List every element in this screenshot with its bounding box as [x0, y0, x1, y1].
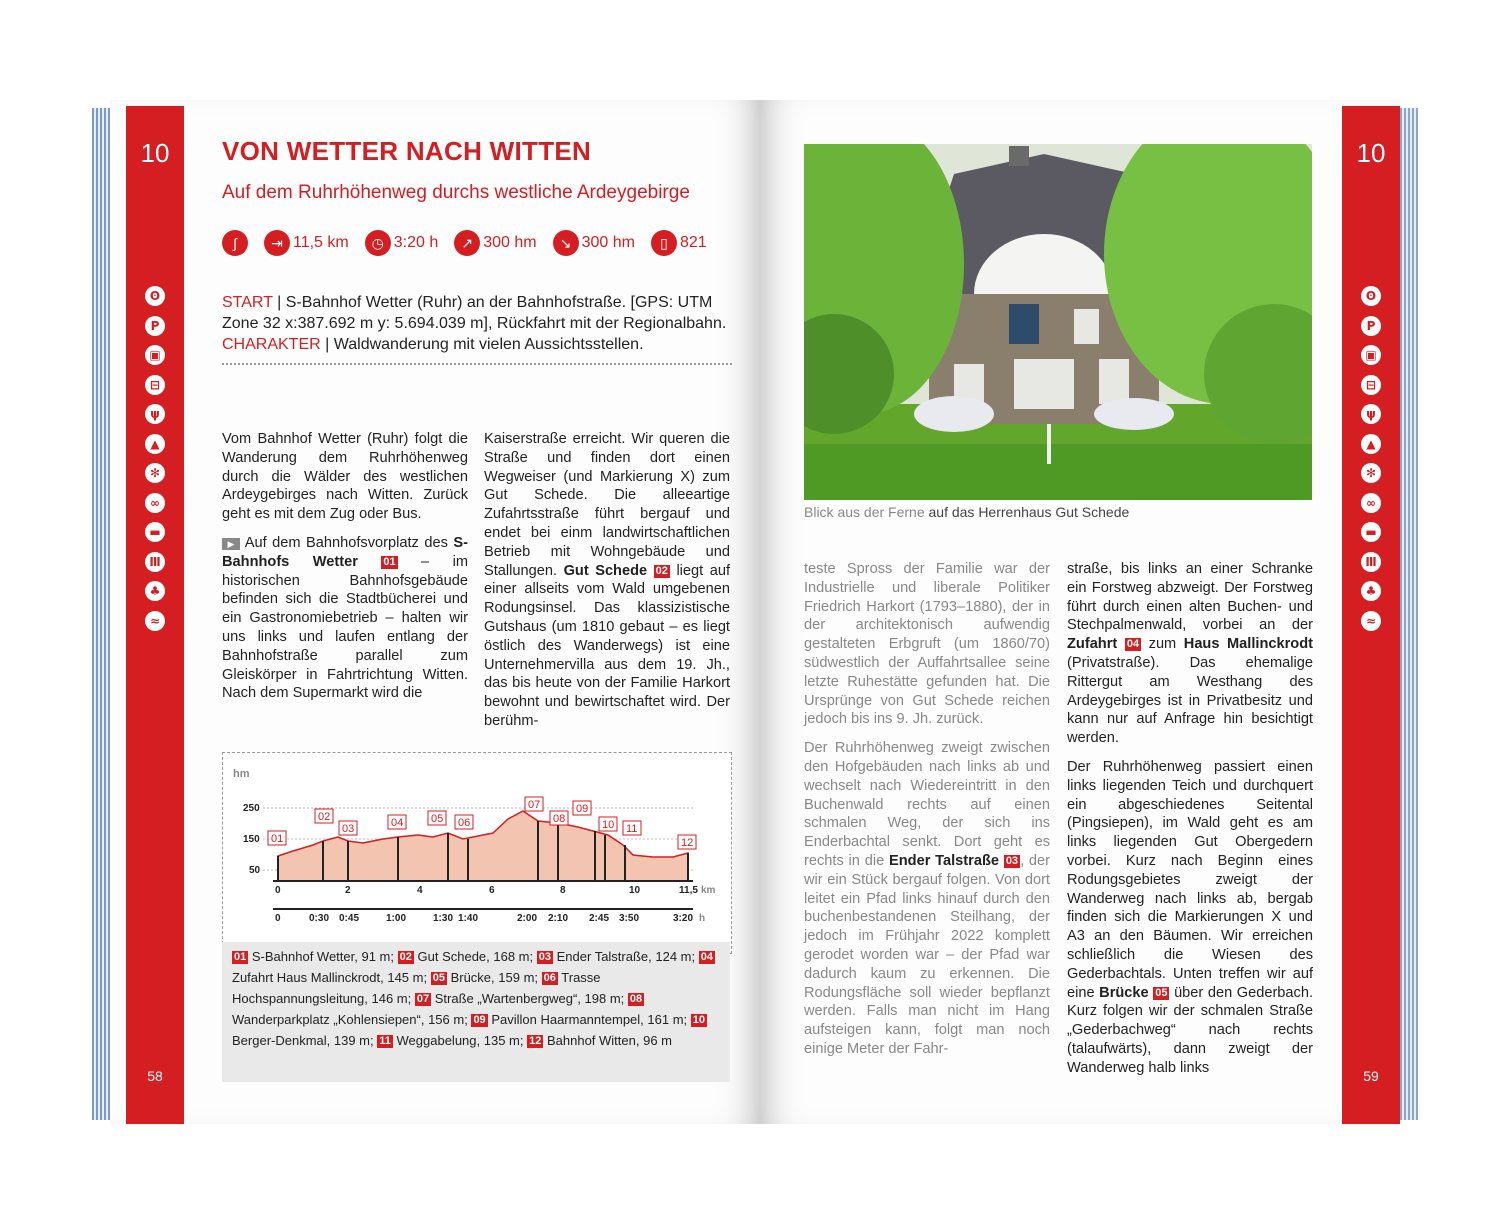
- tent-icon: ▲: [145, 434, 165, 454]
- clock-icon: ◷: [365, 230, 391, 256]
- time-320: 3:20: [673, 913, 694, 924]
- character-text: | Waldwanderung mit vielen Aussichtsstellen.: [325, 336, 644, 353]
- duration-stat: [365, 230, 438, 256]
- bear-icon: ʘ: [1361, 286, 1381, 306]
- wp-03: 03: [342, 823, 355, 835]
- km-2: 2: [345, 885, 351, 896]
- wp-04: 04: [391, 817, 404, 829]
- ruhrhoehenweg-paragraph-1: Der Ruhrhöhenweg zweigt zwischen den Hofgebäuden nach links ab und wechselt nach Wiedereintritt in den Buchenwald rechts auf einen schmalen Weg, der sich ins Enderbachtal senkt. Dort geht es rechts in die Ender Talstraße 03 , der wir ein Stück bergauf folgen. Von dort leitet ein Pfad links hinauf durch den buchenbestandenen Steilhang, der jedoch im Frühjahr 2022 komplett gerodet worden war – der Pfad war dadurch kaum zu erkennen. Die Rodungsfläche soll wieder bepflanzt werden. Falls man nicht im Hang aufsteigen kann, folgt man noch einige Meter der Fahr-: [804, 740, 1051, 1057]
- elevation-profile-svg: [223, 753, 731, 953]
- page-number-left: 58: [147, 1068, 163, 1084]
- page-number-right: 59: [1363, 1068, 1379, 1084]
- map-icon: ▯: [651, 230, 677, 256]
- ascent-icon: ↗: [454, 230, 480, 256]
- map-value: 821: [679, 234, 707, 251]
- tent-icon: ▲: [1361, 434, 1381, 454]
- y-tick-150: 150: [243, 834, 260, 845]
- left-text-column-1: [222, 430, 468, 713]
- tour-number-right: 10: [1356, 138, 1386, 168]
- route-start-icon: ▶: [222, 538, 240, 550]
- difficulty-stat: [222, 230, 248, 256]
- manor-house-illustration: [804, 144, 1312, 500]
- forstweg-paragraph: straße, bis links an einer Schranke ein Forstweg abzweigt. Der Forstweg führt durch einen alten Buchen- und Stechpalmenwald, vorbei an der Zufahrt 04 zum Haus Mallinckrodt (Privatstraße). Das ehemalige Rittergut am Westhang des Ardeygebirges ist in Privatbesitz und kann nur auf Anfrage hin besichtigt werden.: [1067, 561, 1313, 747]
- snowflake-icon: ✻: [145, 463, 165, 483]
- time-200: 2:00: [517, 913, 538, 924]
- right-text-column-1: [804, 560, 1050, 1069]
- tour-subtitle: Auf dem Ruhrhöhenweg durchs westliche Ardeygebirge: [222, 182, 690, 203]
- ruhrhoehenweg-paragraph-2: Der Ruhrhöhenweg passiert einen links liegenden Teich und durchquert ein abgeschiedenes Seitental (Pingsiepen), im Wald geht es am links liegenden Gut Obergedern vorbei. Kurz nach Beginn eines Rodungsgebietes zweigt der Wanderweg nach links ab, bergab finden sich die Markierungen X und A3 an den Bäumen. Wir erreichen schließlich die Wiesen des Gederbachtals. Unten treffen wir auf eine Brücke 05 über den Gederbach. Kurz folgen wir der schmalen Straße „Gederbachweg“ nach rechts (talaufwärts), dann zweigt der Wanderweg halb links: [1067, 758, 1314, 1076]
- distance-value: 11,5 km: [293, 234, 349, 251]
- km-11-5: 11,5: [679, 885, 698, 896]
- time-100: 1:00: [386, 913, 407, 924]
- caption-dark-part: auf das Herrenhaus Gut Schede: [928, 504, 1130, 520]
- swim-icon: ≈: [145, 611, 165, 631]
- tree-icon: ♣: [145, 581, 165, 601]
- km-0: 0: [275, 885, 281, 896]
- time-0: 0: [275, 913, 281, 924]
- snowflake-icon: ✻: [1361, 463, 1381, 483]
- y-tick-250: 250: [243, 803, 260, 814]
- swim-icon: ≈: [1361, 611, 1381, 631]
- caption-grey-part: Blick aus der Ferne: [804, 504, 925, 520]
- time-unit: h: [699, 913, 706, 924]
- waypoint-legend: 01 S-Bahnhof Wetter, 91 m; 02 Gut Schede, 168 m; 03 Ender Talstraße, 124 m; 04 Zufahrt Haus Mallinckrodt, 145 m; 05 Brücke, 159 m; 06 Trasse Hochspannungsleitung, 146 m; 07 Straße „Wartenbergweg“, 198 m; 08 Wanderparkplatz „Kohlensiepen“, 156 m; 09 Pavillon Haarmanntempel, 161 m; 10 Berger-Denkmal, 139 m; 11 Weggabelung, 135 m; 12 Bahnhof Witten, 96 m: [222, 942, 730, 1082]
- right-text-column-2: [1067, 560, 1313, 1088]
- bed-icon: ▬: [145, 522, 165, 542]
- right-side-bar: [1342, 106, 1400, 1124]
- descent-stat: [553, 230, 635, 256]
- bus-icon: ▣: [1361, 345, 1381, 365]
- character-label: CHARAKTER: [222, 336, 321, 353]
- route-paragraph-1: ▶ Auf dem Bahnhofsvorplatz des S-Bahnhofs Wetter 01 – im historischen Bahnhofsgebäude befinden sich die Stadtbücherei und ein Gastronomiebetrieb – halten wir uns links und laufen entlang der Bahnhofstraße parallel zum Gleiskörper in Fahrtrichtung Witten. Nach dem Supermarkt wird die: [222, 534, 468, 702]
- parking-icon: P: [1361, 316, 1381, 336]
- cable-car-icon: ⊟: [145, 375, 165, 395]
- fork-knife-icon: ψ: [1361, 404, 1381, 424]
- cable-car-icon: ⊟: [1361, 375, 1381, 395]
- wp-11: 11: [626, 823, 638, 835]
- wp-01: 01: [271, 833, 284, 845]
- intro-paragraph: Vom Bahnhof Wetter (Ruhr) folgt die Wanderung dem Ruhrhöhenweg durch die Wälder des westlichen Ardeygebirges nach Witten. Zurück geht es mit dem Zug oder Bus.: [222, 431, 468, 523]
- wp-06: 06: [458, 817, 471, 829]
- category-icons-left: [126, 286, 184, 640]
- elevation-profile: [222, 752, 732, 954]
- wp-08: 08: [553, 813, 566, 825]
- start-label: START: [222, 294, 273, 311]
- km-4: 4: [417, 885, 423, 896]
- parking-icon: P: [145, 316, 165, 336]
- descent-value: 300 hm: [581, 234, 635, 251]
- left-side-bar: [126, 106, 184, 1124]
- time-350: 3:50: [619, 913, 640, 924]
- bike-icon: ∞: [1361, 493, 1381, 513]
- start-info-box: [222, 292, 732, 365]
- wp-07: 07: [528, 799, 541, 811]
- bus-icon: ▣: [145, 345, 165, 365]
- left-page: [110, 100, 760, 1124]
- y-tick-50: 50: [249, 865, 261, 876]
- museum-icon: Ⅲ: [145, 552, 165, 572]
- time-030: 0:30: [309, 913, 330, 924]
- km-unit: km: [701, 885, 716, 896]
- category-icons-right: [1342, 286, 1400, 640]
- signpost-icon: ⇥: [264, 230, 290, 256]
- path-icon: ʃ: [222, 230, 248, 256]
- museum-icon: Ⅲ: [1361, 552, 1381, 572]
- time-245: 2:45: [589, 913, 610, 924]
- distance-stat: [264, 230, 349, 256]
- km-tick-labels: [275, 885, 716, 896]
- page-edges-right: [1398, 108, 1418, 1120]
- profile-unit: hm: [233, 768, 250, 780]
- tree-icon: ♣: [1361, 581, 1381, 601]
- manor-house-photo: [804, 144, 1312, 500]
- km-6: 6: [489, 885, 495, 896]
- bike-icon: ∞: [145, 493, 165, 513]
- descent-icon: ↘: [553, 230, 579, 256]
- time-130: 1:30: [433, 913, 454, 924]
- open-book: [90, 100, 1418, 1130]
- time-140: 1:40: [458, 913, 479, 924]
- bed-icon: ▬: [1361, 522, 1381, 542]
- left-text-column-2: [484, 430, 730, 741]
- wp-10: 10: [602, 819, 615, 831]
- harkort-paragraph: teste Spross der Familie war der Industrielle und liberale Politiker Friedrich Harkort (1793–1880), der in der architektonisch aufwendig gestalteten Erbgruft (um 1860/70) südwestlich der Auffahrtsallee seine letzte Ruhestätte gefunden hat. Die Ursprünge von Gut Schede reichen jedoch bis ins 9. Jh. zurück.: [804, 561, 1050, 728]
- right-page: [760, 100, 1400, 1124]
- route-paragraph-2: Kaiserstraße erreicht. Wir queren die Straße und finden dort einen Wegweiser (und Markierung X) zum Gut Schede. Die alleeartige Zufahrtsstraße führt bergauf und endet bei einm landwirtschaftlichen Betrieb mit Wohngebäude und Stallungen. Gut Schede 02 liegt auf einer allseits vom Wald umgebenen Rodungsinsel. Das klassizistische Gutshaus (um 1810 gebaut – es liegt östlich des Wanderwegs) ist eine Unternehmervilla aus dem 19. Jh., das bis heute von der Familie Harkort bewohnt und bewirtschaftet wird. Der berühm-: [484, 431, 731, 729]
- wp-05: 05: [431, 813, 444, 825]
- tour-title: VON WETTER NACH WITTEN: [222, 136, 592, 166]
- ascent-stat: [454, 230, 536, 256]
- wp-12: 12: [681, 837, 694, 849]
- time-045: 0:45: [339, 913, 360, 924]
- km-10: 10: [629, 885, 641, 896]
- km-8: 8: [560, 885, 566, 896]
- bear-icon: ʘ: [145, 286, 165, 306]
- tour-stats: [222, 230, 715, 256]
- wp-09: 09: [576, 803, 589, 815]
- map-stat: [651, 230, 707, 256]
- time-tick-labels: [275, 913, 705, 924]
- photo-caption: [804, 504, 1129, 520]
- ascent-value: 300 hm: [483, 234, 537, 251]
- fork-knife-icon: ψ: [145, 404, 165, 424]
- wp-02: 02: [318, 811, 331, 823]
- duration-value: 3:20 h: [393, 234, 439, 251]
- start-text: | S-Bahnhof Wetter (Ruhr) an der Bahnhofstraße. [GPS: UTM Zone 32 x:387.692 m y: 5.694.039 m], Rückfahrt mit der Regionalbahn.: [222, 294, 727, 332]
- tour-number-left: 10: [140, 138, 170, 168]
- time-210: 2:10: [548, 913, 569, 924]
